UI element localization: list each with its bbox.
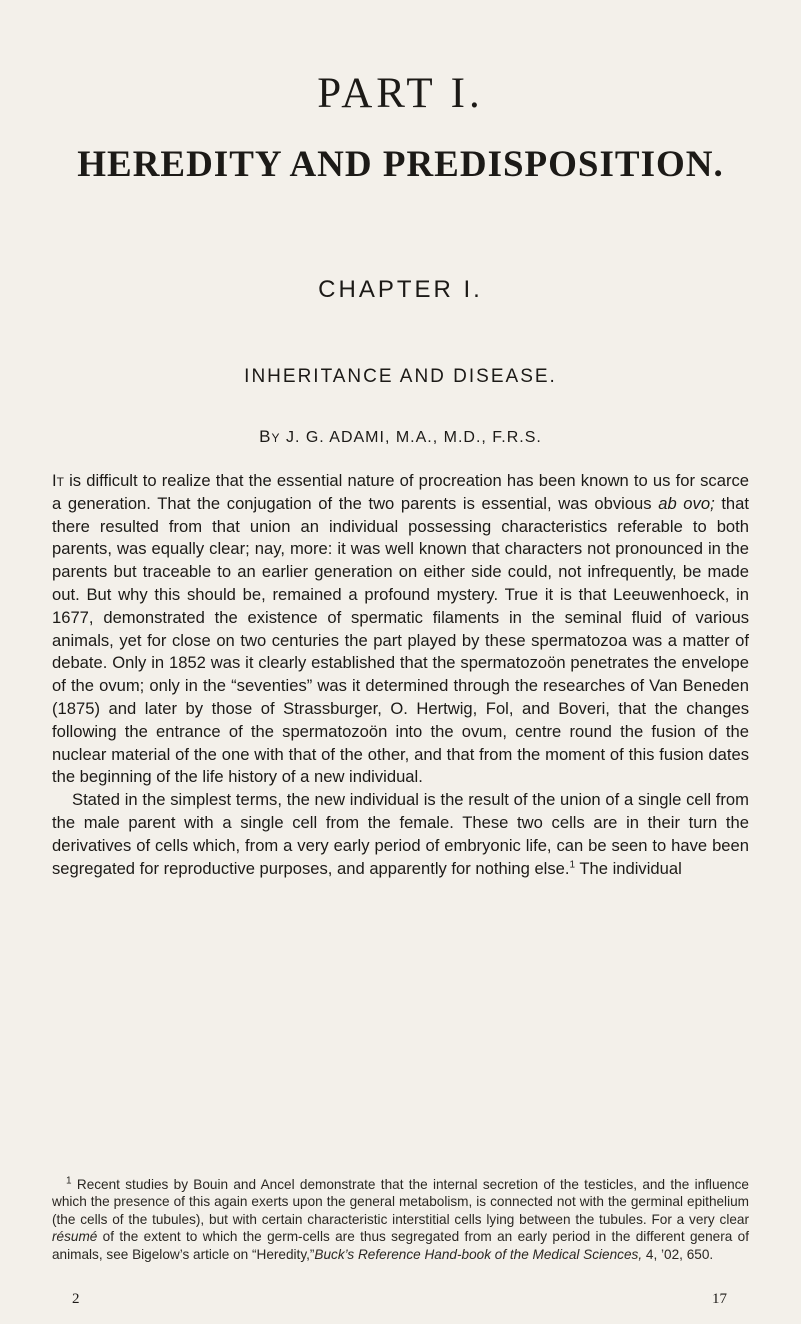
paragraph-lead-word: It <box>52 471 64 490</box>
paragraph-text: Stated in the simplest terms, the new individual is the result of the union of a single cell from the male parent with a single cell from the female. These two cells are in their turn the derivatives of cells which, from a very early period of embryonic life, can be seen to have been segregated for reproductive purposes, and apparently for nothing else. <box>52 790 749 878</box>
byline-author: J. G. ADAMI, M.A., M.D., F.R.S. <box>285 429 542 446</box>
part-title: PART I. <box>317 70 484 117</box>
chapter-subtitle: INHERITANCE AND DISEASE. <box>244 366 557 387</box>
footnote-text: of the extent to which the germ-cells are thus segregated from an early period in the different genera of animals, see Bigelow’s article on “Heredity,” <box>52 1229 749 1262</box>
byline <box>0 428 801 446</box>
paragraph-text: is difficult to realize that the essential nature of procreation has been known to us for scarce a generation. That the conjugation of the two parents is essential, was obvious <box>52 471 749 513</box>
paragraph-text-tail: that there resulted from that union an individual possessing characteristics referable to both parents, was equally clear; nay, more: it was well known that characters not pronounced in the parents but traceable to an earlier generation on either side could, not infrequently, be made out. But why this should be, remained a profound mystery. True it is that Leeuwenhoeck, in 1677, demonstrated the existence of spermatic filaments in the seminal fluid of various animals, yet for close on two centuries the part played by these spermatozoa was a matter of debate. Only in 1852 was it clearly established that the spermatozoön penetrates the envelope of the ovum; only in the “seventies” was it determined through the researches of Van Beneden (1875) and later by those of Strassburger, O. Hertwig, Fol, and Boveri, that the changes following the entrance of the spermatozoön into the ovum, centre round the fusion of the nuclear material of the one with that of the other, and that from the moment of this fusion dates the beginning of the life history of a new individual. <box>52 493 749 787</box>
paragraph <box>52 789 749 880</box>
footnote <box>52 1176 749 1263</box>
footnote-citation: Buck’s Reference Hand-book of the Medical Sciences, <box>314 1246 643 1262</box>
paragraph-text-tail: The individual <box>575 858 682 878</box>
footnote-text: Recent studies by Bouin and Ancel demonstrate that the internal secretion of the testicles, and the influence which the presence of this again exerts upon the general metabolism, is connected not with the germinal epithelium (the cells of the tubules), but with certain characteristic interstitial cells lying between the tubules. For a very clear <box>52 1177 749 1227</box>
footnote-reference[interactable]: 1 <box>569 859 576 871</box>
byline-prefix: By <box>259 427 281 446</box>
signature-mark: 2 <box>72 1291 80 1307</box>
section-title: HEREDITY AND PREDISPOSITION. <box>77 144 724 185</box>
footnote-marker: 1 <box>66 1175 72 1187</box>
chapter-title: CHAPTER I. <box>318 276 483 303</box>
paragraph <box>52 470 749 789</box>
footnote-text: 4, ’02, 650. <box>642 1246 714 1262</box>
body-text <box>52 470 749 880</box>
footnote-italic: résumé <box>52 1229 98 1245</box>
paragraph-italic: ab ovo; <box>658 493 715 513</box>
page-number: 17 <box>712 1291 727 1307</box>
